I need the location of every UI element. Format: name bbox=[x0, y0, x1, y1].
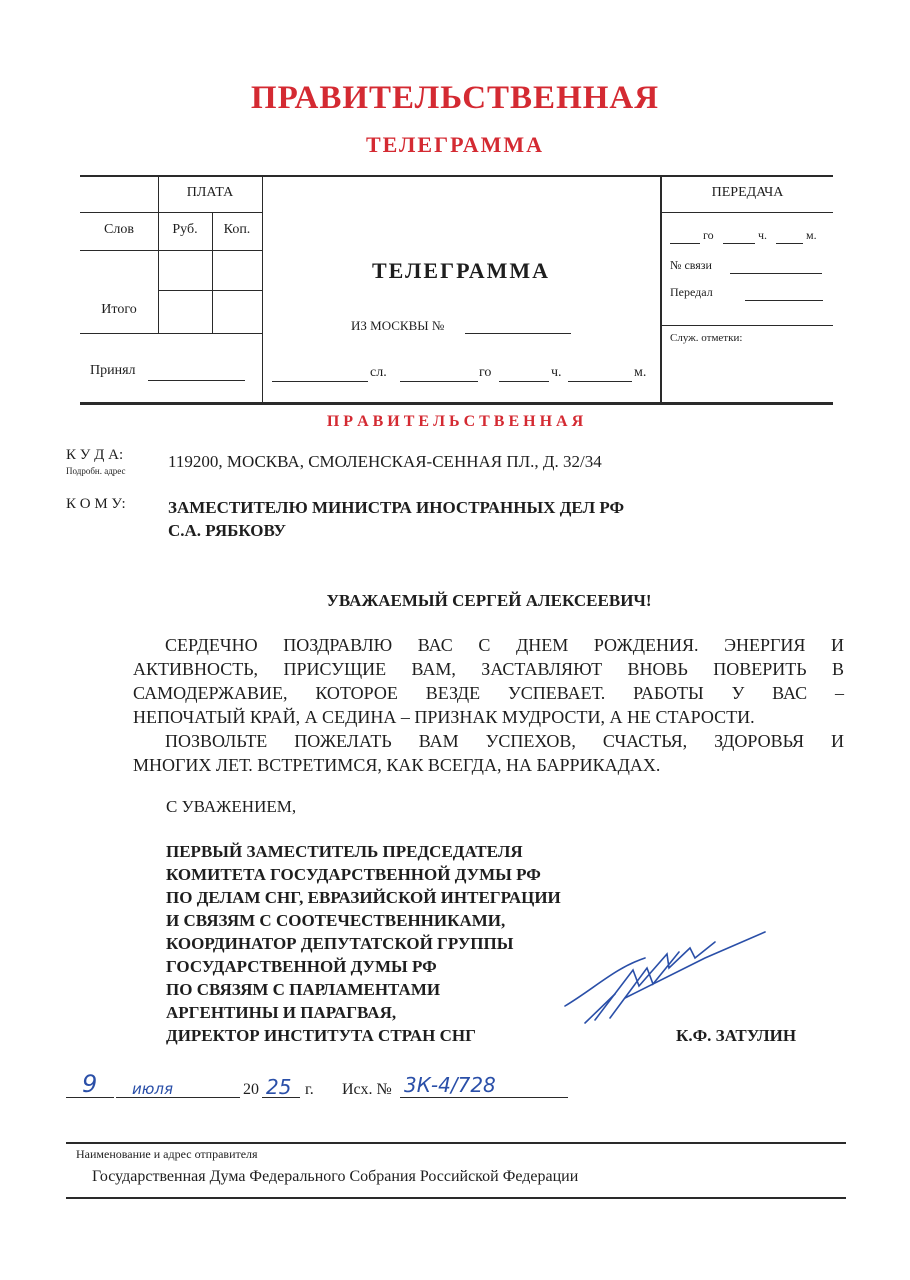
paragraph-line: САМОДЕРЖАВИЕ, КОТОРОЕ ВЕЗДЕ УСПЕВАЕТ. РАБОТЫ У ВАС – bbox=[133, 683, 844, 703]
prinyal-line bbox=[148, 380, 245, 381]
itogo-label: Итого bbox=[101, 302, 137, 317]
prinyal-label: Принял bbox=[90, 363, 136, 378]
komu-line2: С.А. РЯБКОВУ bbox=[168, 521, 286, 540]
signatory-name: К.Ф. ЗАТУЛИН bbox=[676, 1026, 797, 1045]
paragraph-line: ПОЗВОЛЬТЕ ПОЖЕЛАТЬ ВАМ УСПЕХОВ, СЧАСТЬЯ, ЗДОРОВЬЯ И bbox=[165, 731, 844, 751]
divider bbox=[262, 175, 263, 404]
divider bbox=[80, 212, 262, 213]
iz-moskvy-label: ИЗ МОСКВЫ № bbox=[351, 318, 445, 333]
slov-label: Слов bbox=[104, 222, 134, 237]
divider bbox=[660, 212, 833, 213]
signatory-line: АРГЕНТИНЫ И ПАРАГВАЯ, bbox=[166, 1003, 397, 1022]
nomer-svyazi-line bbox=[730, 273, 822, 274]
signatory-line: ПО СВЯЗЯМ С ПАРЛАМЕНТАМИ bbox=[166, 980, 441, 999]
m-label: м. bbox=[634, 365, 647, 380]
sender-top-rule bbox=[66, 1142, 846, 1144]
paragraph-line: МНОГИХ ЛЕТ. ВСТРЕТИМСЯ, КАК ВСЕГДА, НА БАРРИКАДАХ. bbox=[133, 755, 661, 775]
header-title: ПРАВИТЕЛЬСТВЕННАЯ bbox=[250, 80, 660, 116]
divider bbox=[660, 175, 662, 404]
banner-pravitelstvennaya: П Р А В И Т Е Л Ь С Т В Е Н Н А Я bbox=[326, 413, 584, 430]
sl-label: сл. bbox=[370, 365, 387, 380]
blank-line bbox=[670, 243, 700, 244]
isx-line bbox=[400, 1097, 568, 1098]
time-go-label: го bbox=[703, 228, 714, 242]
rub-label: Руб. bbox=[172, 222, 198, 237]
blank-line bbox=[272, 381, 368, 382]
isx-label: Исх. № bbox=[342, 1081, 392, 1098]
sluzh-otmetki-label: Служ. отметки: bbox=[670, 332, 743, 344]
blank-line bbox=[499, 381, 549, 382]
kuda-label: К У Д А: bbox=[66, 447, 124, 463]
signatory-line: И СВЯЗЯМ С СООТЕЧЕСТВЕННИКАМИ, bbox=[166, 911, 506, 930]
kop-label: Коп. bbox=[223, 222, 251, 237]
form-center-title: ТЕЛЕГРАММА bbox=[371, 258, 551, 283]
komu-label: К О М У: bbox=[66, 496, 126, 512]
plata-label: ПЛАТА bbox=[186, 185, 234, 200]
peredal-line bbox=[745, 300, 823, 301]
blank-line bbox=[400, 381, 478, 382]
blank-line bbox=[723, 243, 755, 244]
signatory-line: ГОСУДАРСТВЕННОЙ ДУМЫ РФ bbox=[166, 957, 437, 976]
divider bbox=[80, 250, 262, 251]
year-suffix: 25 bbox=[266, 1075, 292, 1099]
divider bbox=[80, 333, 262, 334]
signatory-line: КООРДИНАТОР ДЕПУТАТСКОЙ ГРУППЫ bbox=[166, 934, 514, 953]
form-top-border bbox=[80, 175, 833, 177]
paragraph-line: АКТИВНОСТЬ, ПРИСУЩИЕ ВАМ, ЗАСТАВЛЯЮТ ВНОВЬ ПОВЕРИТЬ В bbox=[133, 659, 844, 679]
signatory-line: КОМИТЕТА ГОСУДАРСТВЕННОЙ ДУМЫ РФ bbox=[166, 865, 541, 884]
divider bbox=[660, 325, 833, 326]
sender-bottom-rule bbox=[66, 1197, 846, 1199]
komu-line1: ЗАМЕСТИТЕЛЮ МИНИСТРА ИНОСТРАННЫХ ДЕЛ РФ bbox=[168, 498, 625, 517]
blank-line bbox=[776, 243, 803, 244]
date-day: 9 bbox=[82, 1070, 98, 1098]
paragraph-line: НЕПОЧАТЫЙ КРАЙ, А СЕДИНА – ПРИЗНАК МУДРОСТИ, А НЕ СТАРОСТИ. bbox=[133, 707, 755, 727]
isx-value: 3К-4/728 bbox=[404, 1073, 496, 1097]
salutation: УВАЖАЕМЫЙ СЕРГЕЙ АЛЕКСЕЕВИЧ! bbox=[326, 591, 652, 610]
sender-value: Государственная Дума Федерального Собрания Российской Федерации bbox=[92, 1168, 579, 1185]
kuda-sublabel: Подробн. адрес bbox=[66, 466, 126, 476]
kuda-value: 119200, МОСКВА, СМОЛЕНСКАЯ-СЕННАЯ ПЛ., Д. 32/34 bbox=[168, 452, 602, 471]
iz-moskvy-line bbox=[465, 333, 571, 334]
signatory-line: ДИРЕКТОР ИНСТИТУТА СТРАН СНГ bbox=[166, 1026, 476, 1045]
header-subtitle: ТЕЛЕГРАММА bbox=[365, 132, 545, 157]
date-month: июля bbox=[132, 1080, 173, 1098]
year-g: г. bbox=[305, 1081, 314, 1098]
sender-label: Наименование и адрес отправителя bbox=[76, 1147, 258, 1161]
closing: С УВАЖЕНИЕМ, bbox=[166, 797, 297, 816]
signature bbox=[555, 928, 775, 1028]
signatory-line: ПО ДЕЛАМ СНГ, ЕВРАЗИЙСКОЙ ИНТЕГРАЦИИ bbox=[166, 888, 561, 907]
peredal-label: Передал bbox=[670, 285, 713, 299]
peredacha-label: ПЕРЕДАЧА bbox=[711, 185, 784, 200]
divider bbox=[158, 290, 262, 291]
time-ch-label: ч. bbox=[758, 228, 768, 242]
paragraph-line: СЕРДЕЧНО ПОЗДРАВЛЮ ВАС С ДНЕМ РОЖДЕНИЯ. ЭНЕРГИЯ И bbox=[165, 635, 844, 655]
blank-line bbox=[568, 381, 632, 382]
go-label: го bbox=[479, 365, 492, 380]
time-m-label: м. bbox=[806, 228, 817, 242]
ch-label: ч. bbox=[551, 365, 562, 380]
form-bottom-border bbox=[80, 402, 833, 405]
nomer-svyazi-label: № связи bbox=[670, 258, 712, 272]
year-prefix: 20 bbox=[243, 1081, 259, 1098]
signatory-line: ПЕРВЫЙ ЗАМЕСТИТЕЛЬ ПРЕДСЕДАТЕЛЯ bbox=[166, 842, 523, 861]
